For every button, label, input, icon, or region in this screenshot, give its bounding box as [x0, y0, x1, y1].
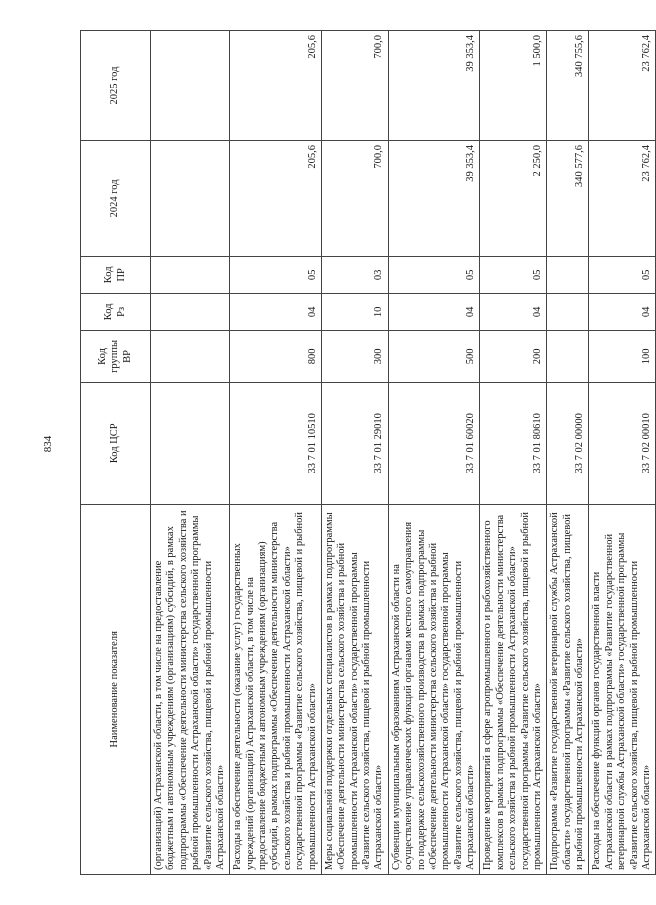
row-2025: 700,0 — [321, 31, 388, 141]
header-name: Наименование показателя — [81, 504, 151, 874]
row-vr: 200 — [480, 330, 547, 382]
row-2025: 1 500,0 — [480, 31, 547, 141]
row-name: Расходы на обеспечение функций органов государственной власти Астраханской области в рамках подпрограммы «Развитие государственной ветеринарной службы Астраханской области» государственной программы «Развитие сельского хозяйства, пищевой и рыбной промышленности Астраханской области» — [589, 504, 656, 874]
row-vr: 100 — [589, 330, 656, 382]
row-rz: 10 — [321, 293, 388, 330]
row-2024: 23 762,4 — [589, 141, 656, 257]
row-csr: 33 7 01 10510 — [230, 382, 322, 504]
table-row — [321, 31, 388, 875]
row-2024 — [151, 141, 230, 257]
header-2025: 2025 год — [81, 31, 151, 141]
table-row — [388, 31, 480, 875]
row-name: Расходы на обеспечение деятельности (оказание услуг) государственных учреждений (организаций) Астраханской области, в том числе на предоставление бюджетным и автономным учреждениям (организациям) субсидий, в рамках подпрограммы «Обеспечение деятельности министерства сельского хозяйства и рыбной промышленности Астраханской области» государственной программы «Развитие сельского хозяйства, пищевой и рыбной промышленности Астраханской области» — [230, 504, 322, 874]
table-row — [480, 31, 547, 875]
row-name: Проведение мероприятий в сфере агропромышленного и рыбохозяйственного комплексов в рамках подпрограммы «Обеспечение деятельности министерства сельского хозяйства и рыбной промышленности Астраханской области» государственной программы «Развитие сельского хозяйства, пищевой и рыбной промышленности Астраханской области» — [480, 504, 547, 874]
row-csr: 33 7 01 29010 — [321, 382, 388, 504]
row-pr: 05 — [589, 256, 656, 293]
row-2024: 2 250,0 — [480, 141, 547, 257]
row-2025: 23 762,4 — [589, 31, 656, 141]
row-pr — [151, 256, 230, 293]
table-row — [151, 31, 230, 875]
row-name: (организаций) Астраханской области, в том числе на предоставление бюджетным и автономным учреждениям (организациям) субсидий, в рамках подпрограммы «Обеспечение деятельности министерства сельского хозяйства и рыбной промышленности Астраханской области» государственной программы «Развитие сельского хозяйства, пищевой и рыбной промышленности Астраханской области» — [151, 504, 230, 874]
row-rz: 04 — [388, 293, 480, 330]
row-vr: 800 — [230, 330, 322, 382]
row-2024: 700,0 — [321, 141, 388, 257]
row-2025: 205,6 — [230, 31, 322, 141]
row-2024: 39 353,4 — [388, 141, 480, 257]
row-pr: 05 — [230, 256, 322, 293]
table-row — [230, 31, 322, 875]
row-rz — [151, 293, 230, 330]
row-rz: 04 — [480, 293, 547, 330]
row-csr: 33 7 01 80610 — [480, 382, 547, 504]
page-number: 834 — [42, 435, 54, 453]
table-row — [589, 31, 656, 875]
row-pr: 03 — [321, 256, 388, 293]
row-2025 — [151, 31, 230, 141]
row-csr: 33 7 02 00000 — [547, 382, 589, 504]
budget-table-container — [80, 30, 652, 875]
row-name: Меры социальной поддержки отдельных специалистов в рамках подпрограммы «Обеспечение деятельности министерства сельского хозяйства и рыбной промышленности Астраханской области» государственной программы «Развитие сельского хозяйства, пищевой и рыбной промышленности Астраханской области» — [321, 504, 388, 874]
row-rz: 04 — [230, 293, 322, 330]
row-pr — [547, 256, 589, 293]
row-csr — [151, 382, 230, 504]
row-2025: 39 353,4 — [388, 31, 480, 141]
header-pr: Код ПР — [81, 256, 151, 293]
row-vr — [151, 330, 230, 382]
row-name: Подпрограмма «Развитие государственной ветеринарной службы Астраханской области» государственной программы «Развитие сельского хозяйства, пищевой и рыбной промышленности Астраханской области» — [547, 504, 589, 874]
row-vr: 300 — [321, 330, 388, 382]
header-csr: Код ЦСР — [81, 382, 151, 504]
table-row — [547, 31, 589, 875]
header-row — [81, 31, 151, 875]
row-name: Субвенции муниципальным образованиям Астраханской области на осуществление управленческих функций органами местного самоуправления по поддержке сельскохозяйственного производства в рамках подпрограммы «Обеспечение деятельности министерства сельского хозяйства и рыбной промышленности Астраханской области» государственной программы «Развитие сельского хозяйства, пищевой и рыбной промышленности Астраханской области» — [388, 504, 480, 874]
row-rz: 04 — [589, 293, 656, 330]
row-pr: 05 — [480, 256, 547, 293]
header-2024: 2024 год — [81, 141, 151, 257]
header-rz: Код Рз — [81, 293, 151, 330]
row-vr: 500 — [388, 330, 480, 382]
row-2024: 205,6 — [230, 141, 322, 257]
row-pr: 05 — [388, 256, 480, 293]
row-csr: 33 7 01 60020 — [388, 382, 480, 504]
row-vr — [547, 330, 589, 382]
row-rz — [547, 293, 589, 330]
budget-table — [80, 30, 656, 875]
header-vr: Код группы ВР — [81, 330, 151, 382]
row-2024: 340 577,6 — [547, 141, 589, 257]
row-csr: 33 7 02 00010 — [589, 382, 656, 504]
row-2025: 340 755,6 — [547, 31, 589, 141]
